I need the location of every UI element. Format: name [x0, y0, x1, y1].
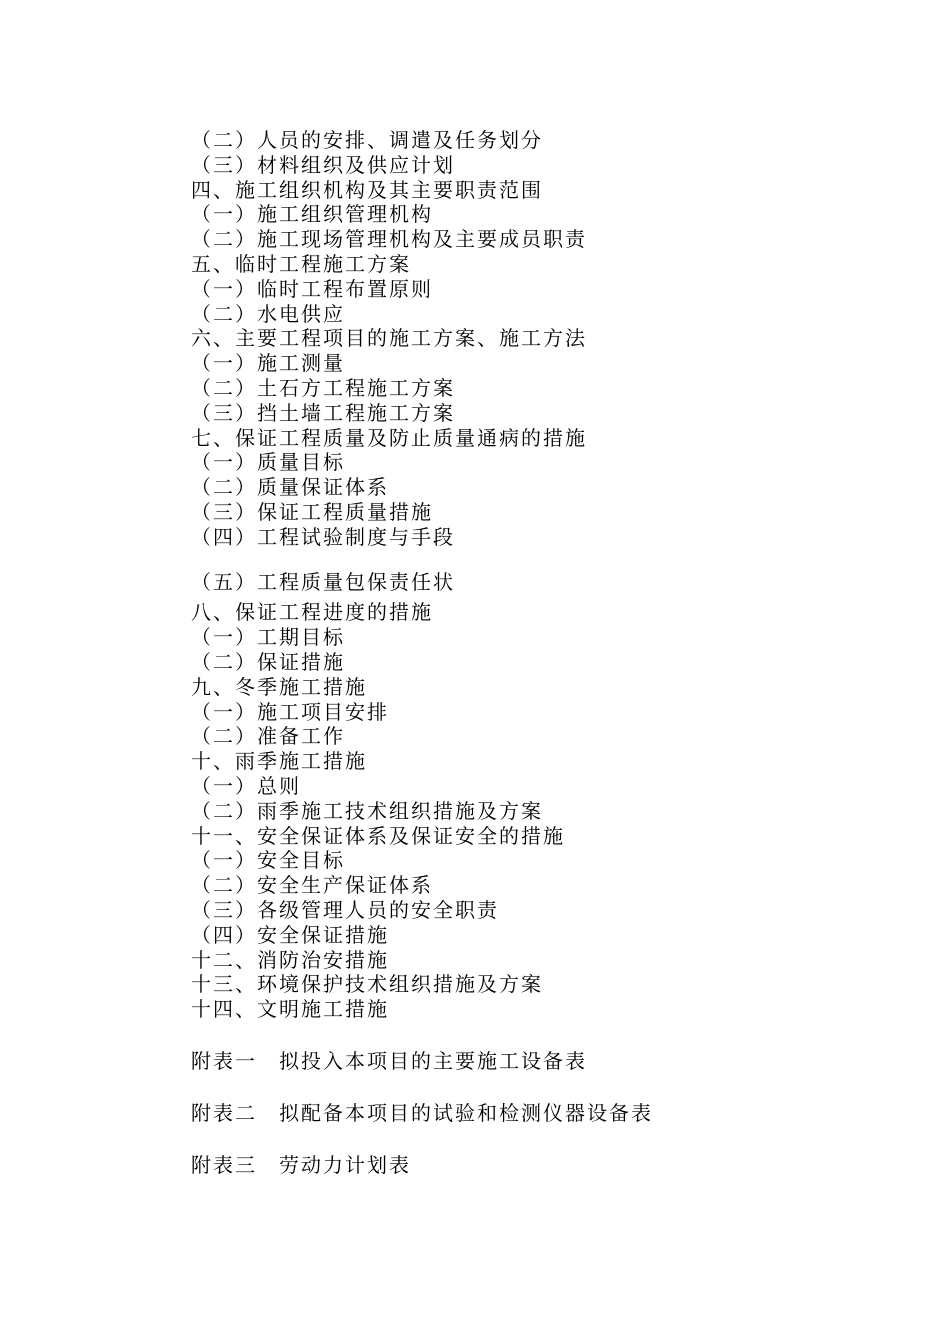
toc-item: （三）材料组织及供应计划: [191, 152, 455, 177]
toc-item: （一）临时工程布置原则: [191, 276, 433, 301]
appendix-label: 附表一: [191, 1048, 257, 1073]
toc-item: （三）挡土墙工程施工方案: [191, 400, 455, 425]
appendix-item: [191, 1152, 891, 1178]
toc-item: （三）保证工程质量措施: [191, 499, 433, 524]
toc-item: 十、雨季施工措施: [191, 749, 367, 774]
toc-item: （一）质量目标: [191, 450, 345, 475]
toc-item: （二）安全生产保证体系: [191, 873, 433, 898]
appendix-item: [191, 1048, 891, 1074]
spacer: [191, 1022, 891, 1048]
toc-item: （二）人员的安排、调遣及任务划分: [191, 128, 543, 152]
toc-item: （一）施工测量: [191, 351, 345, 376]
toc-item: （一）施工组织管理机构: [191, 202, 433, 227]
toc-item: （一）总则: [191, 773, 301, 798]
toc-item: 九、冬季施工措施: [191, 674, 367, 699]
toc-item: （二）雨季施工技术组织措施及方案: [191, 798, 543, 823]
appendix-title: 拟投入本项目的主要施工设备表: [279, 1048, 587, 1073]
appendix-title: 拟配备本项目的试验和检测仪器设备表: [279, 1100, 653, 1125]
table-of-contents: [191, 128, 891, 1178]
toc-item: 六、主要工程项目的施工方案、施工方法: [191, 326, 587, 351]
appendix-item: [191, 1100, 891, 1126]
toc-item: 十一、安全保证体系及保证安全的措施: [191, 823, 565, 848]
toc-item: （二）质量保证体系: [191, 475, 389, 500]
toc-item: 十四、文明施工措施: [191, 997, 389, 1022]
toc-item: 八、保证工程进度的措施: [191, 600, 433, 625]
toc-item: （二）土石方工程施工方案: [191, 375, 455, 400]
toc-item: 四、施工组织机构及其主要职责范围: [191, 177, 543, 202]
appendix-label: 附表二: [191, 1100, 257, 1125]
spacer: [191, 1126, 891, 1152]
appendix-title: 劳动力计划表: [279, 1152, 411, 1177]
spacer: [191, 1074, 891, 1100]
toc-item: （四）安全保证措施: [191, 922, 389, 947]
toc-item: （一）施工项目安排: [191, 699, 389, 724]
toc-item: （二）保证措施: [191, 649, 345, 674]
toc-item: （二）水电供应: [191, 301, 345, 326]
appendix-label: 附表三: [191, 1152, 257, 1177]
spacer: [191, 550, 891, 570]
toc-item: 十三、环境保护技术组织措施及方案: [191, 972, 543, 997]
toc-item: 七、保证工程质量及防止质量通病的措施: [191, 425, 587, 450]
toc-item: 十二、消防治安措施: [191, 947, 389, 972]
toc-item: （二）准备工作: [191, 724, 345, 749]
toc-item: （五）工程质量包保责任状: [191, 569, 455, 594]
toc-item: （一）安全目标: [191, 848, 345, 873]
toc-item: （三）各级管理人员的安全职责: [191, 897, 499, 922]
toc-item: （一）工期目标: [191, 625, 345, 650]
toc-item: 五、临时工程施工方案: [191, 251, 411, 276]
toc-item: （二）施工现场管理机构及主要成员职责: [191, 227, 587, 252]
toc-item: （四）工程试验制度与手段: [191, 524, 455, 549]
